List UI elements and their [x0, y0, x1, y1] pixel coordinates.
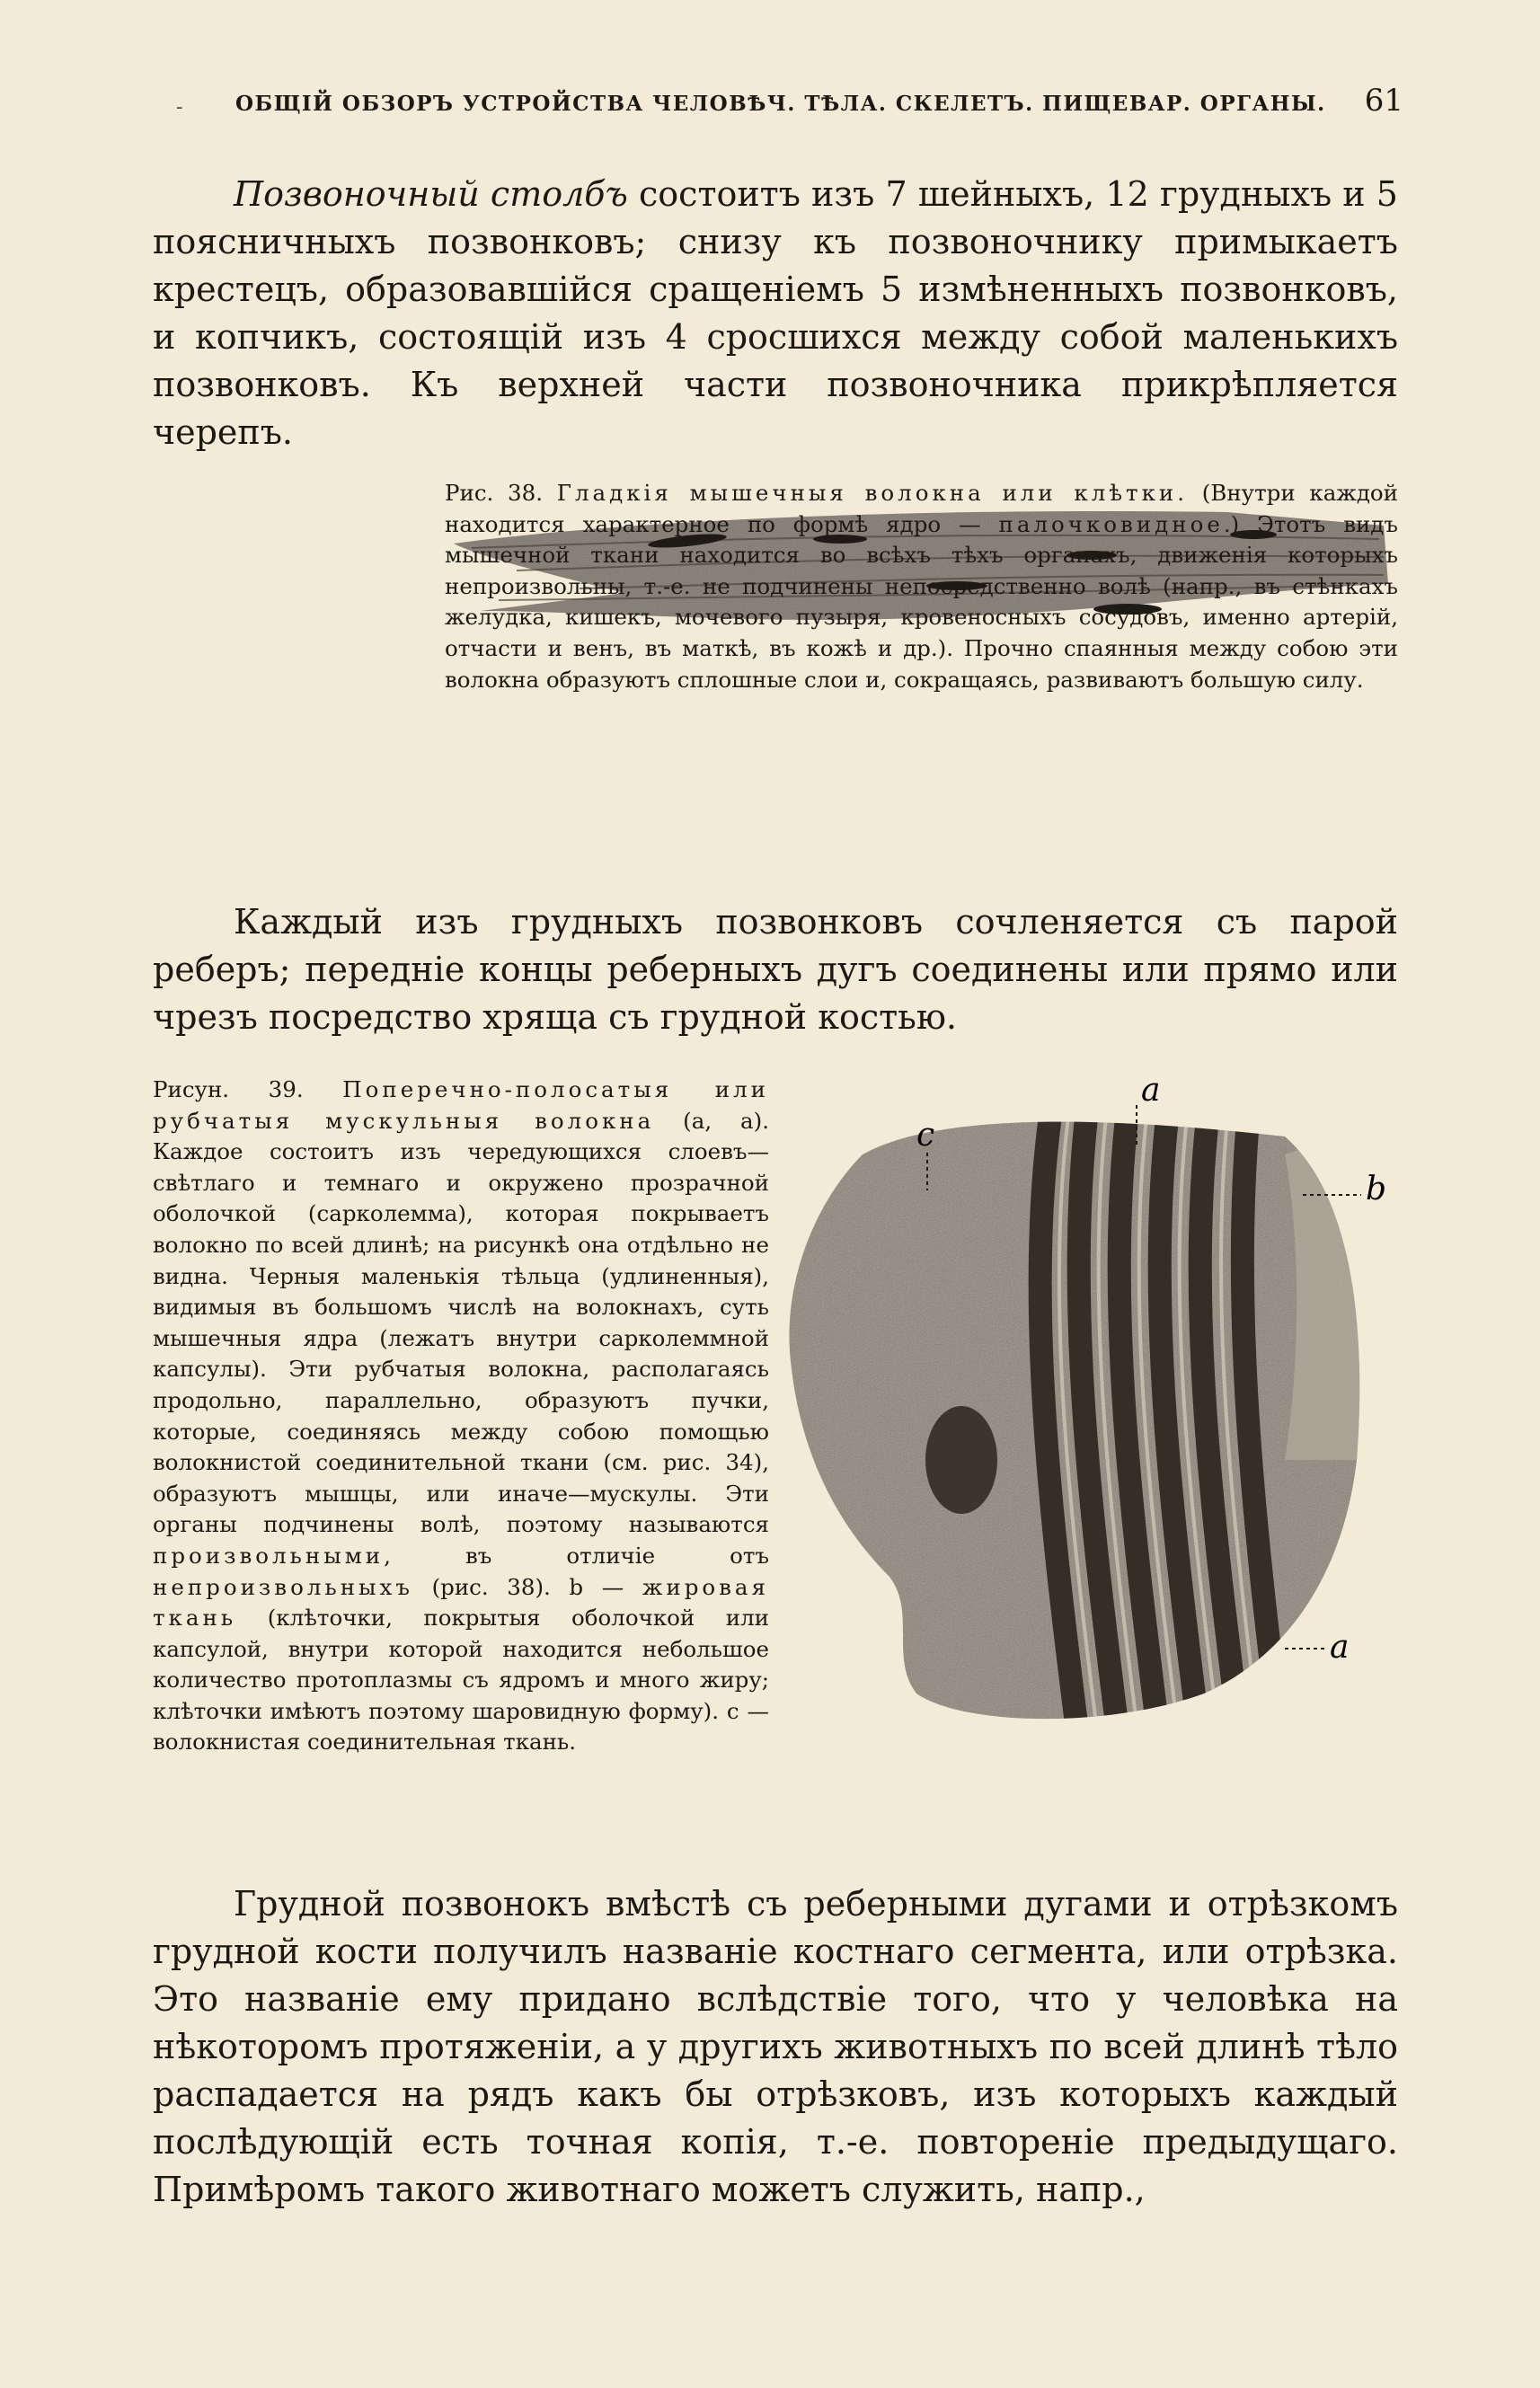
caption-spaced-term: непроизвольныхъ	[153, 1573, 413, 1600]
paragraph-text: состоитъ изъ 7 шейныхъ, 12 грудныхъ и 5 поясничныхъ позвонковъ; снизу къ позвоночнику примыкаетъ крестецъ, образовавшійся сращеніемъ 5 измѣненныхъ позвонковъ, и копчикъ, состоящій изъ 4 сросшихся между собой маленькихъ позвонковъ. Къ верхней части позвоночника прикрѣпляется черепъ.	[153, 174, 1398, 452]
caption-text: , въ отличіе отъ	[384, 1542, 769, 1569]
label-a-bottom: a	[1330, 1629, 1350, 1666]
page-number: 61	[1364, 83, 1403, 119]
italic-term: Позвоночный столбъ	[234, 174, 628, 214]
caption-spaced-title: Поперечно-полосатыя или рубчатыя мускульныя волокна	[153, 1076, 769, 1134]
caption-spaced-title: Гладкія мышечныя волокна или клѣтки.	[556, 480, 1189, 506]
figure-38-caption	[153, 478, 1398, 695]
caption-text: (клѣточки, покрытыя оболочкой или капсулой, внутри которой находится небольшое количество протоплазмы съ ядромъ и много жиру; клѣточки имѣютъ поэтому шаровидную форму). c — волокнистая соединительная ткань.	[153, 1605, 769, 1756]
paragraph-text: Грудной позвонокъ вмѣстѣ съ реберными дугами и отрѣзкомъ грудной кости получилъ названіе костнаго сегмента, или отрѣзка. Это названіе ему придано вслѣдствіе того, что у человѣка на нѣкоторомъ протяженіи, а у другихъ животныхъ по всей длинѣ тѣло распадается на рядъ какъ бы отрѣзковъ, изъ которыхъ каждый послѣдующій есть точная копія, т.-е. повтореніе предыдущаго. Примѣромъ такого животнаго можетъ служить, напр.,	[153, 1884, 1398, 2209]
caption-text: (Внутри каждой находится характерное по формѣ ядро —	[445, 480, 1399, 537]
running-header	[235, 83, 1403, 128]
caption-spaced-term: жировая ткань	[153, 1573, 769, 1632]
label-b: b	[1366, 1171, 1387, 1207]
paragraph-text: Каждый изъ грудныхъ позвонковъ сочленяется съ парой реберъ; передніе концы реберныхъ дугъ соединены или прямо или чрезъ посредство хряща съ грудной костью.	[153, 902, 1398, 1037]
caption-text: .) Этотъ видъ мышечной ткани находится во всѣхъ тѣхъ органахъ, движенія которыхъ непроизвольны, т.-е. не подчинены непосредственно волѣ (напр., въ стѣнкахъ желудка, кишекъ, мочевого пузыря, кровеносныхъ сосудовъ, именно артерій, отчасти и венъ, въ маткѣ, въ кожѣ и др.). Прочно спаянныя между собою эти волокна образуютъ сплошные слои и, сокращаясь, развиваютъ большую силу.	[445, 510, 1398, 693]
caption-text: (a, a). Каждое состоитъ изъ чередующихся слоевъ—свѣтлаго и темнаго и окружено прозрачной оболочкой (сарколемма), которая покрываетъ волокно по всей длинѣ; на рисункѣ она отдѣльно не видна. Черныя маленькія тѣльца (удлиненныя), видимыя въ большомъ числѣ на волокнахъ, суть мышечныя ядра (лежатъ внутри сарколеммной капсулы). Эти рубчатыя волокна, располагаясь продольно, параллельно, образуютъ пучки, которые, соединяясь между собою помощью волокнистой соединительной ткани (см. рис. 34), образуютъ мышцы, или иначе—мускулы. Эти органы подчинены волѣ, поэтому называются	[153, 1107, 769, 1538]
label-a-top: a	[1141, 1074, 1161, 1109]
running-title: ОБЩІЙ ОБЗОРЪ УСТРОЙСТВА ЧЕЛОВѢЧ. ТѢЛА. СКЕЛЕТЪ. ПИЩЕВАР. ОРГАНЫ.	[235, 92, 1326, 116]
caption-spaced-term: произвольными	[153, 1542, 385, 1569]
caption-prefix: Рисун. 39.	[153, 1076, 304, 1102]
header-dash: -	[176, 96, 183, 119]
figure-39-caption	[153, 1075, 1398, 1758]
paragraph-ribs	[153, 898, 1398, 1041]
paragraph-segment	[153, 1880, 1398, 2214]
paragraph-spine	[153, 171, 1398, 456]
caption-spaced-term: палочковидное	[998, 510, 1224, 537]
caption-text: (рис. 38). b —	[412, 1573, 642, 1600]
caption-prefix: Рис. 38.	[445, 480, 544, 506]
label-c: c	[916, 1117, 935, 1154]
